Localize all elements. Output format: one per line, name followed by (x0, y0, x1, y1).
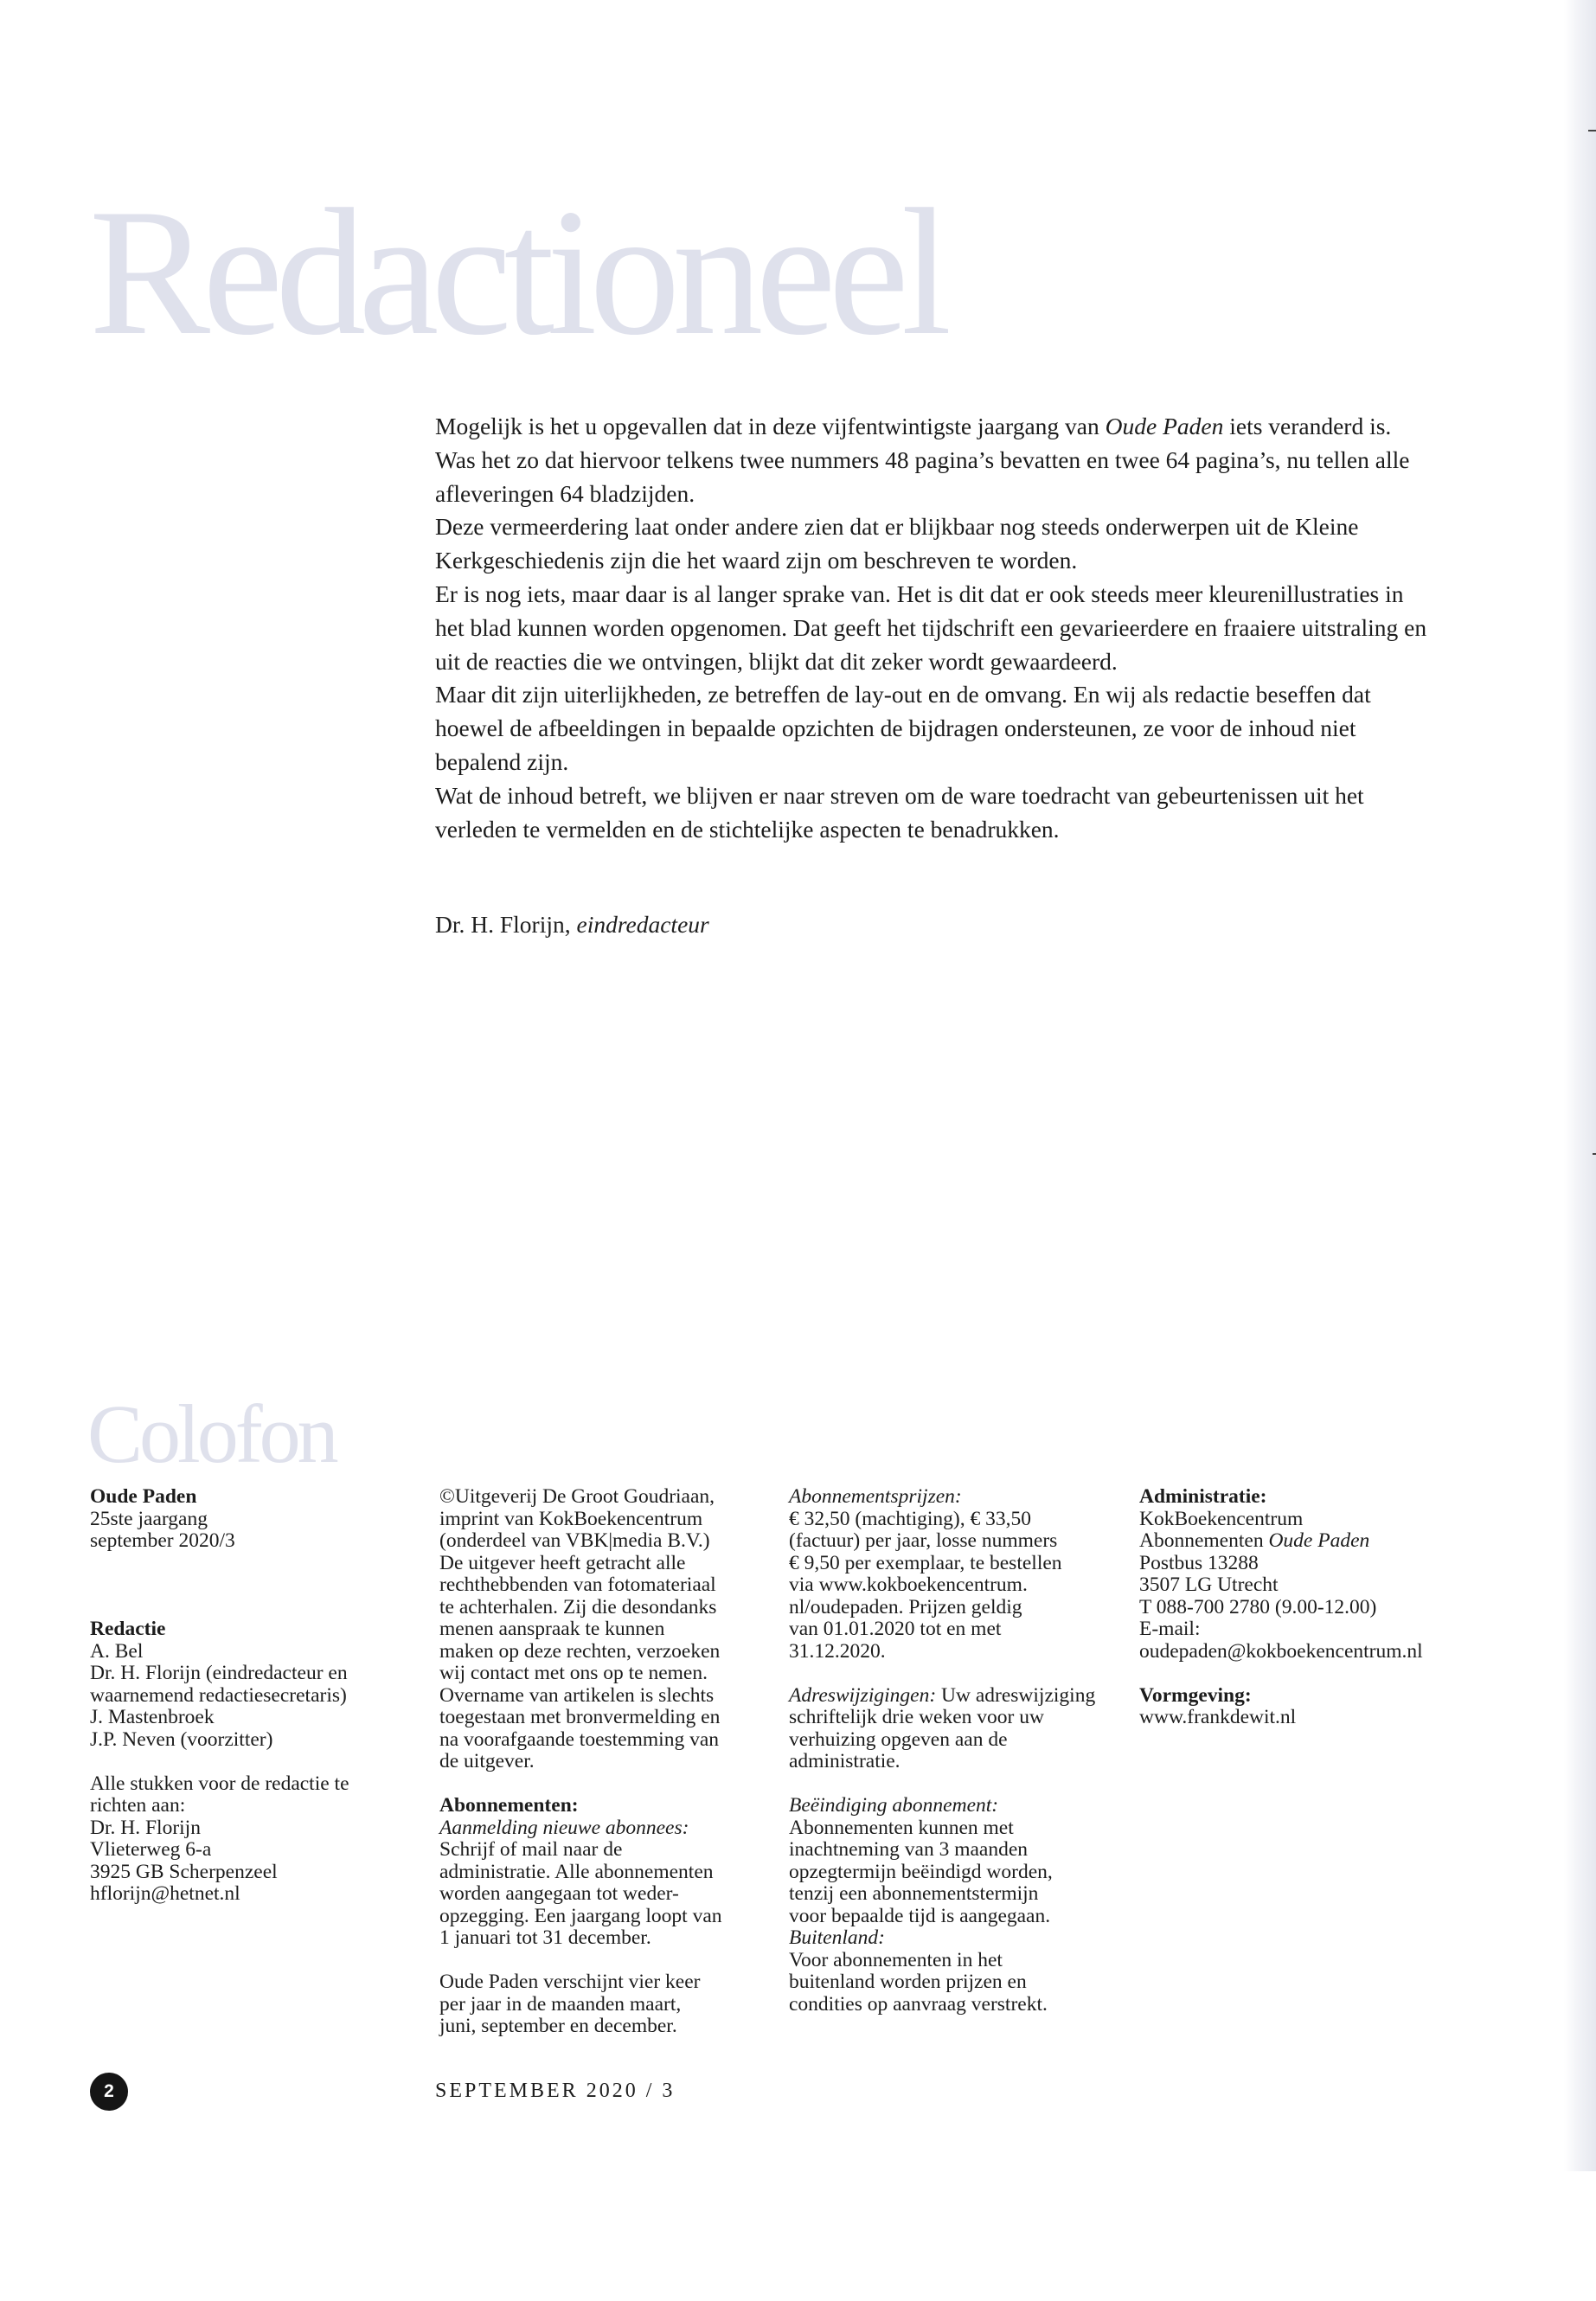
colofon-column-administration: Administratie: KokBoekencentrum Abonnementen Oude Paden Postbus 13288 3507 LG Utrecht T 088-700 2780 (9.00-12.00) E-mail: oudepaden@kokboekencentrum.nl Vormgeving: www.frankdewit.nl (1139, 1485, 1423, 1728)
crop-mark (1588, 130, 1596, 131)
crop-mark (1593, 1153, 1596, 1155)
editorial-body (435, 410, 1430, 846)
page-number-badge: 2 (90, 2073, 128, 2111)
redactie-member: J. Mastenbroek (90, 1706, 215, 1728)
page-title: Redactioneel (89, 172, 945, 373)
vormgeving-website: www.frankdewit.nl (1139, 1706, 1297, 1728)
administratie-email: oudepaden@kokboekencentrum.nl (1139, 1639, 1423, 1663)
editorial-paragraph: Mogelijk is het u opgevallen dat in deze vijfentwintigste jaargang van Oude Paden iets veranderd is. Was het zo dat hiervoor telkens twee nummers 48 pagina’s bevatten en twee 64 pagina’s, nu tellen alle afleveringen 64 bladzijden. (435, 413, 1410, 507)
redactie-email: hflorijn@hetnet.nl (90, 1882, 240, 1905)
editorial-paragraph: Maar dit zijn uiterlijkheden, ze betreffen de lay-out en de omvang. En wij als redactie beseffen dat hoewel de afbeeldingen in bepaalde opzichten de bijdragen ondersteunen, ze voor de inhoud niet bepalend zijn. (435, 681, 1371, 775)
editorial-paragraph: Wat de inhoud betreft, we blijven er naar streven om de ware toedracht van gebeurtenissen uit het verleden te vermelden en de stichtelijke aspecten te benadrukken. (435, 781, 1364, 843)
administratie-heading: Administratie: (1139, 1485, 1267, 1508)
publication-name: Oude Paden (90, 1485, 197, 1508)
colofon-column-publisher: ©Uitgeverij De Groot Goudriaan, imprint van KokBoekencentrum (onderdeel van VBK|media B.V.) De uitgever heeft getracht alle rechthebbenden van fotomateriaal te achterhalen. Zij die desondanks menen aanspraak te kunnen maken op deze rechten, verzoeken wij contact met ons op te nemen. Overname van artikelen is slechts toegestaan met bronvermelding en na voorafgaande toestemming van de uitgever. Abonnementen: Aanmelding nieuwe abonnees: Schrijf of mail naar de administratie. Alle abonnementen worden aangegaan tot weder- opzegging. Een jaargang loopt van 1 januari tot 31 december. Oude Paden verschijnt vier keer per jaar in de maanden maart, juni, september en december. (439, 1485, 722, 2037)
vormgeving-heading: Vormgeving: (1139, 1683, 1252, 1707)
redactie-member: A. Bel (90, 1639, 144, 1663)
prijzen-label: Abonnementsprijzen: (789, 1485, 962, 1508)
abonnementen-heading: Abonnementen: (439, 1794, 579, 1817)
colofon-column-subscriptions: Abonnementsprijzen: € 32,50 (machtiging), € 33,50 (factuur) per jaar, losse nummers € 9,50 per exemplaar, te bestellen via www.kokboekencentrum. nl/oudepaden. Prijzen geldig van 01.01.2020 tot en met 31.12.2020. Adreswijzigingen: Uw adreswijziging schriftelijk drie weken voor uw verhuizing opgeven aan de administratie. Beëindiging abonnement: Abonnementen kunnen met inachtneming van 3 maanden opzegtermijn beëindigd worden, tenzij een abonnementstermijn voor bepaalde tijd is aangegaan. Buitenland: Voor abonnementen in het buitenland worden prijzen en condities op aanvraag verstrekt. (789, 1485, 1096, 2016)
redactie-heading: Redactie (90, 1618, 166, 1640)
page-edge-shadow (1564, 0, 1596, 2171)
editorial-paragraph: Er is nog iets, maar daar is al langer sprake van. Het is dit dat er ook steeds meer kleurenillustraties in het blad kunnen worden opgenomen. Dat geeft het tijdschrift een gevarieerdere en fraaiere uitstraling en uit de reacties die we ontvingen, blijkt dat dit zeker wordt gewaardeerd. (435, 580, 1427, 675)
administratie-phone: T 088-700 2780 (9.00-12.00) (1139, 1595, 1377, 1618)
redactie-member: Dr. H. Florijn (eindredacteur en (90, 1662, 348, 1684)
colofon-title: Colofon (87, 1388, 336, 1480)
editorial-paragraph: Deze vermeerdering laat onder andere zien dat er blijkbaar nog steeds onderwerpen uit de Kleine Kerkgeschiedenis zijn die het waard zijn om beschreven te worden. (435, 513, 1359, 574)
magazine-title: Oude Paden (1105, 413, 1224, 439)
colofon-column-publication: Oude Paden 25ste jaargang september 2020/3 Redactie A. Bel Dr. H. Florijn (eindredacteur en waarnemend redactiesecretaris) J. Mastenbroek J.P. Neven (voorzitter) Alle stukken voor de redactie te richten aan: Dr. H. Florijn Vlieterweg 6-a 3925 GB Scherpenzeel hflorijn@hetnet.nl (90, 1485, 349, 1905)
editorial-signature: Dr. H. Florijn, eindredacteur (435, 911, 709, 938)
redactie-member: J.P. Neven (voorzitter) (90, 1727, 273, 1751)
issue-footer: SEPTEMBER 2020 / 3 (435, 2080, 676, 2102)
